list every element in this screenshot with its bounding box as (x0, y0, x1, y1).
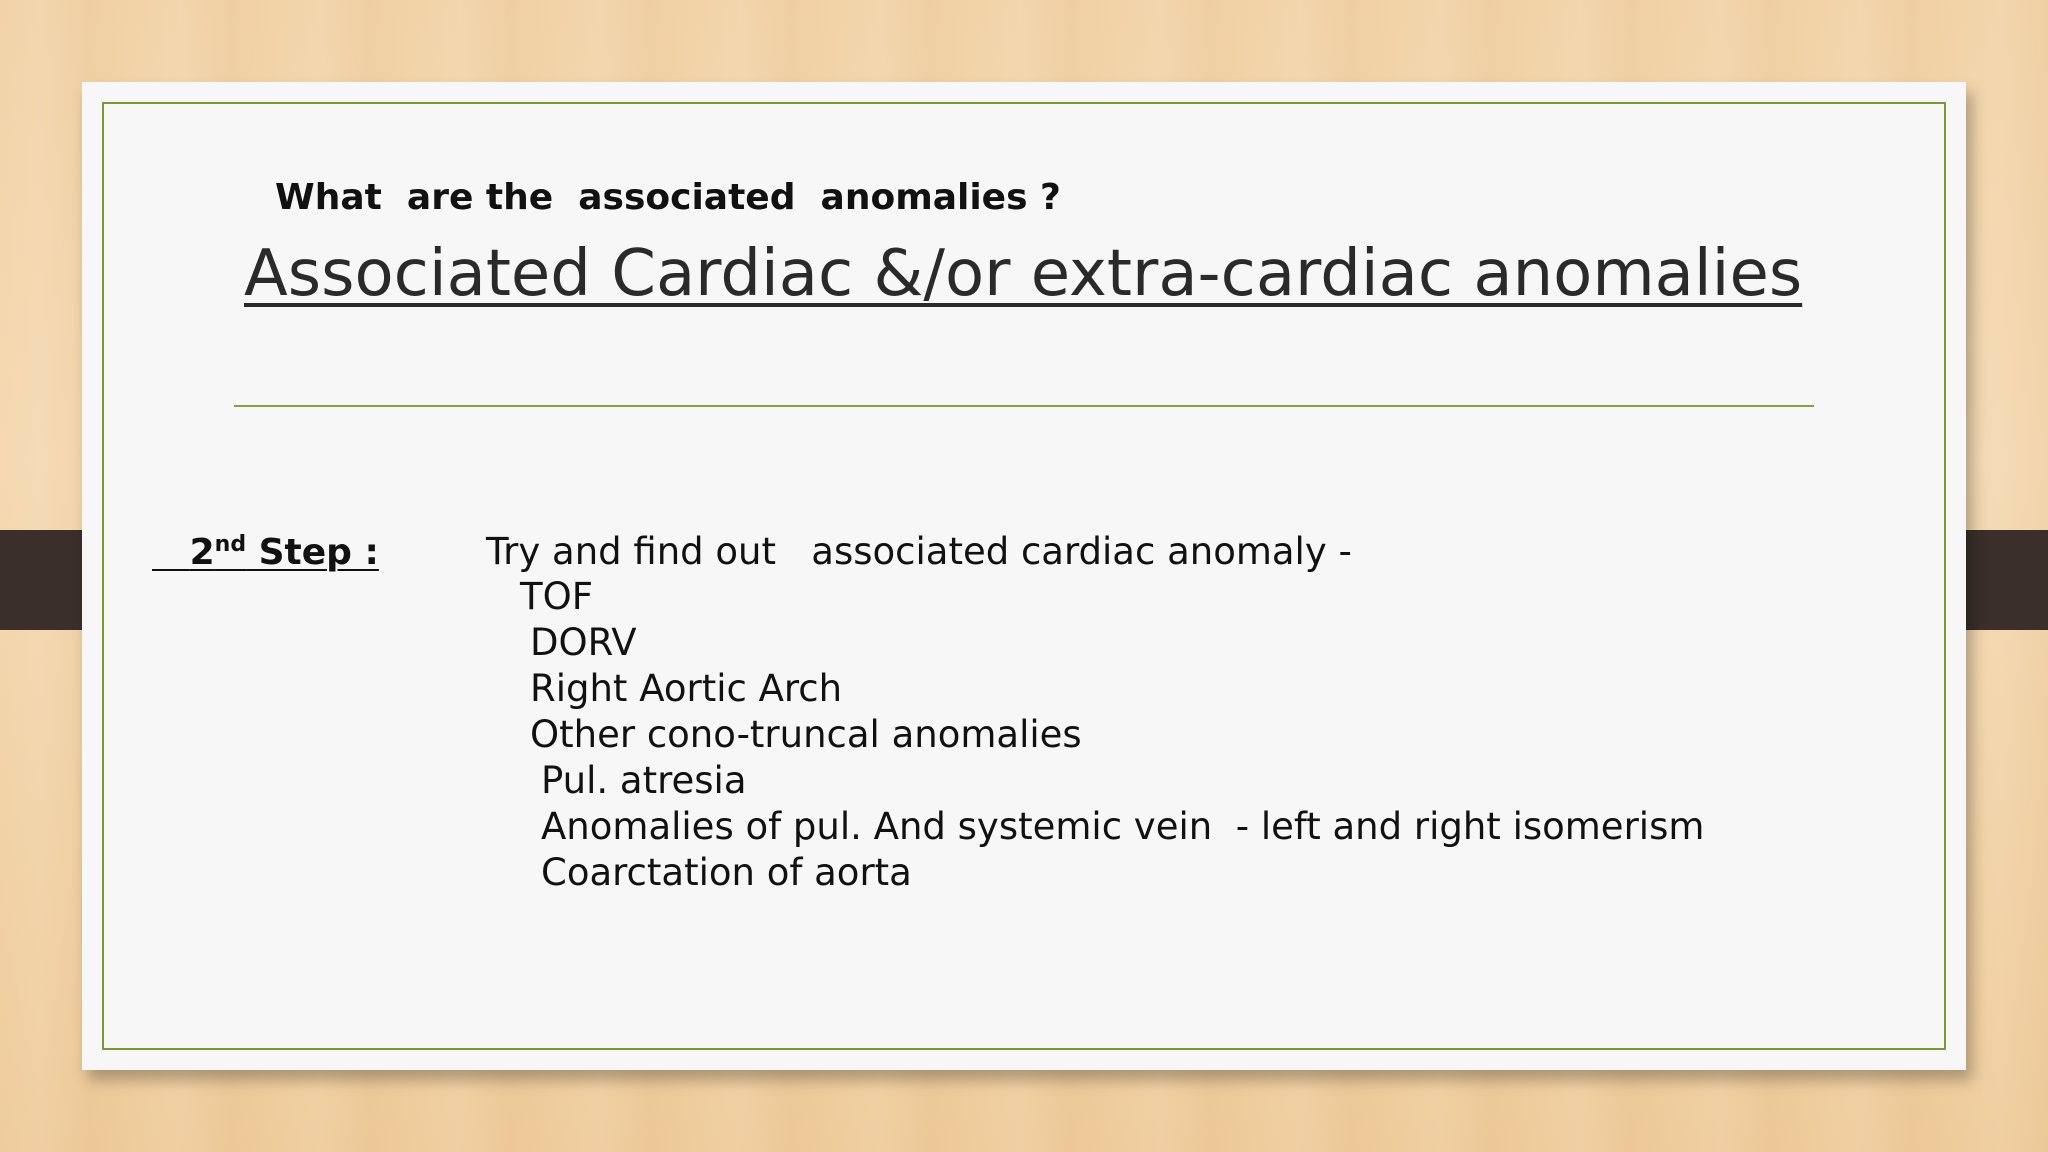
list-item: Other cono-truncal anomalies (530, 713, 1082, 756)
list-item: Coarctation of aorta (541, 851, 912, 894)
list-item: Pul. atresia (541, 759, 747, 802)
list-item: DORV (530, 621, 637, 664)
list-item: Right Aortic Arch (530, 667, 843, 710)
list-item: TOF (520, 575, 594, 618)
slide-title: Associated Cardiac &/or extra-cardiac anomalies (244, 237, 1803, 311)
step-number: 2 (189, 532, 215, 573)
title-divider (234, 405, 1814, 407)
step-suffix: nd (214, 532, 247, 557)
step-text: Step : (246, 532, 379, 573)
slide-card (82, 82, 1966, 1070)
list-item: Anomalies of pul. And systemic vein - left and right isomerism (541, 805, 1705, 848)
step-label (152, 532, 379, 573)
intro-text: Try and find out associated cardiac anomaly - (486, 530, 1352, 573)
slide-question: What are the associated anomalies ? (275, 177, 1061, 218)
